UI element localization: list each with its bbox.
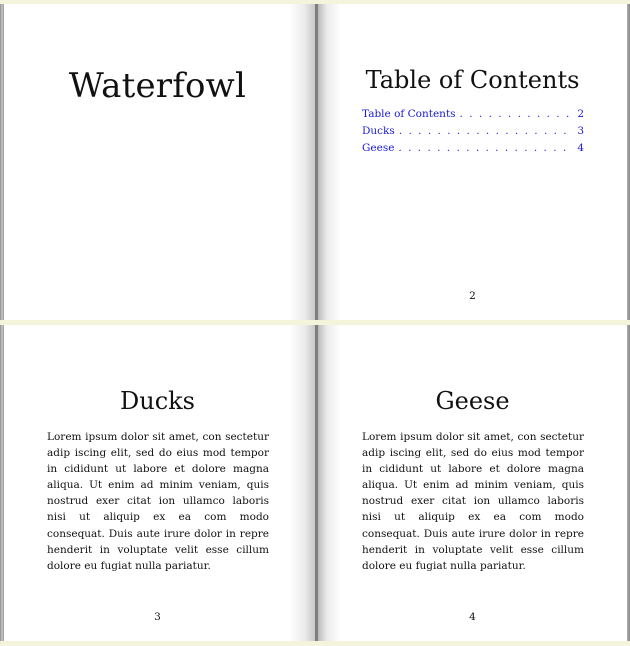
chapter-title-geese: Geese [435,387,510,415]
spread-1 [0,4,630,320]
toc-leader-dots [398,142,571,154]
page-number: 2 [469,290,476,302]
toc-entry-label: Table of Contents [362,108,456,120]
page-number: 3 [154,611,161,623]
page-ducks [0,325,315,641]
page-number: 4 [469,611,476,623]
page-geese [315,325,630,641]
page-table-of-contents [315,4,630,320]
toc-entry-geese[interactable] [362,142,584,159]
toc-title: Table of Contents [365,66,580,94]
toc-entry-page: 2 [577,108,584,120]
toc-entry-label: Ducks [362,125,395,137]
toc-entry-page: 3 [577,125,584,137]
toc-entry-label: Geese [362,142,395,154]
chapter-title-ducks: Ducks [120,387,195,415]
toc-entry-page: 4 [577,142,584,154]
chapter-body-ducks: Lorem ipsum dolor sit amet, con sectetur adip iscing elit, sed do eius mod tempor in cididunt ut labore et dolore magna aliqua. Ut enim ad minim veniam, quis nostrud exer citat ion ullamco laboris nisi ut aliquip ex ea com modo consequat. Duis aute irure dolor in repre henderit in voluptate velit esse cillum dolore eu fugiat nulla pariatur. [47,431,269,572]
chapter-body-geese: Lorem ipsum dolor sit amet, con sectetur adip iscing elit, sed do eius mod tempor in cididunt ut labore et dolore magna aliqua. Ut enim ad minim veniam, quis nostrud exer citat ion ullamco laboris nisi ut aliquip ex ea com modo consequat. Duis aute irure dolor in repre henderit in voluptate velit esse cillum dolore eu fugiat nulla pariatur. [362,431,584,572]
toc-leader-dots [460,108,572,120]
cover-title: Waterfowl [68,66,247,106]
toc-entry-ducks[interactable] [362,125,584,142]
toc-list [362,108,584,159]
toc-leader-dots [399,125,572,137]
page-cover [0,4,315,320]
toc-entry-table-of-contents[interactable] [362,108,584,125]
spread-2 [0,325,630,641]
